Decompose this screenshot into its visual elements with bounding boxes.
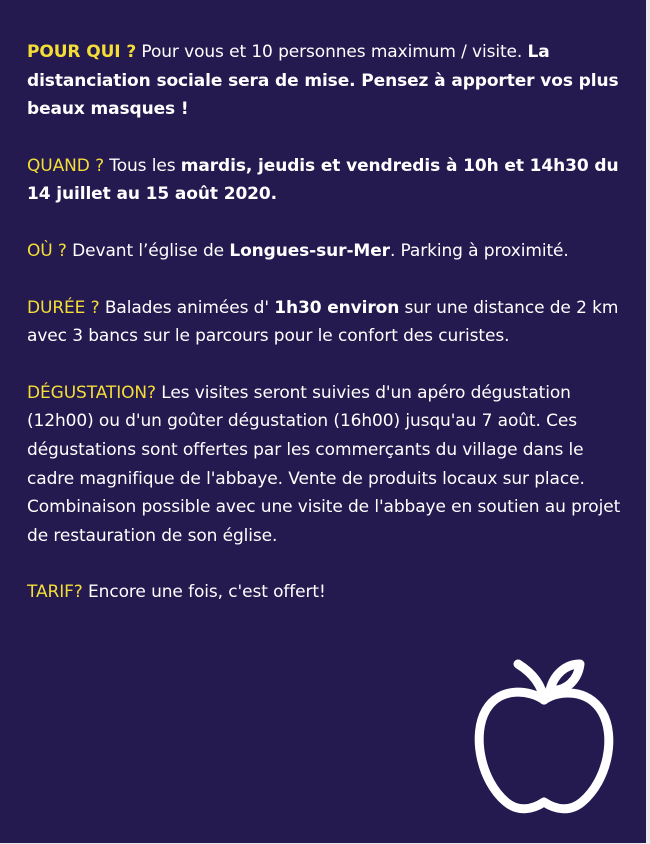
text-ou-bold: Longues-sur-Mer bbox=[229, 240, 390, 261]
label-degustation: DÉGUSTATION? bbox=[27, 382, 156, 403]
text-ou-after: . Parking à proximité. bbox=[389, 240, 569, 261]
text-degustation: Les visites seront suivies d'un apéro dégustation (12h00) ou d'un goûter dégustation (16h00) jusqu'au 7 août. Ces dégustations sont offertes par les commerçants du village dans le cadre magnifique de l'abbaye. Vente de produits locaux sur place. Combinaison possible avec une visite de l'abbaye en soutien au projet de restauration de son église. bbox=[27, 382, 621, 546]
info-content bbox=[27, 38, 627, 635]
section-ou bbox=[27, 237, 627, 266]
text-duree-bold: 1h30 environ bbox=[274, 297, 400, 318]
text-duree-before: Balades animées d' bbox=[99, 297, 275, 318]
apple-outline-icon bbox=[466, 650, 618, 820]
label-ou: OÙ ? bbox=[27, 240, 67, 261]
text-quand: Tous les bbox=[104, 155, 181, 176]
section-tarif bbox=[27, 578, 627, 607]
label-duree: DURÉE ? bbox=[27, 297, 100, 318]
text-quand-bold: mardis, jeudis et vendredis à 10h et 14h30 du 14 juillet au 15 août 2020. bbox=[27, 155, 619, 205]
text-tarif: Encore une fois, c'est offert! bbox=[82, 582, 326, 603]
text-ou-before: Devant l’église de bbox=[66, 240, 230, 261]
label-quand: QUAND ? bbox=[27, 155, 104, 176]
section-duree bbox=[27, 294, 627, 351]
text-pour-qui-bold: La distanciation sociale sera de mise. Pensez à apporter vos plus beaux masques ! bbox=[27, 42, 619, 120]
label-tarif: TARIF? bbox=[27, 582, 83, 603]
section-quand bbox=[27, 152, 627, 209]
text-duree-after: sur une distance de 2 km avec 3 bancs sur le parcours pour le confort des curistes. bbox=[27, 297, 619, 347]
label-pour-qui: POUR QUI ? bbox=[27, 42, 137, 62]
section-pour-qui bbox=[27, 38, 627, 124]
section-degustation bbox=[27, 379, 627, 551]
text-pour-qui: Pour vous et 10 personnes maximum / visite. bbox=[136, 42, 528, 62]
